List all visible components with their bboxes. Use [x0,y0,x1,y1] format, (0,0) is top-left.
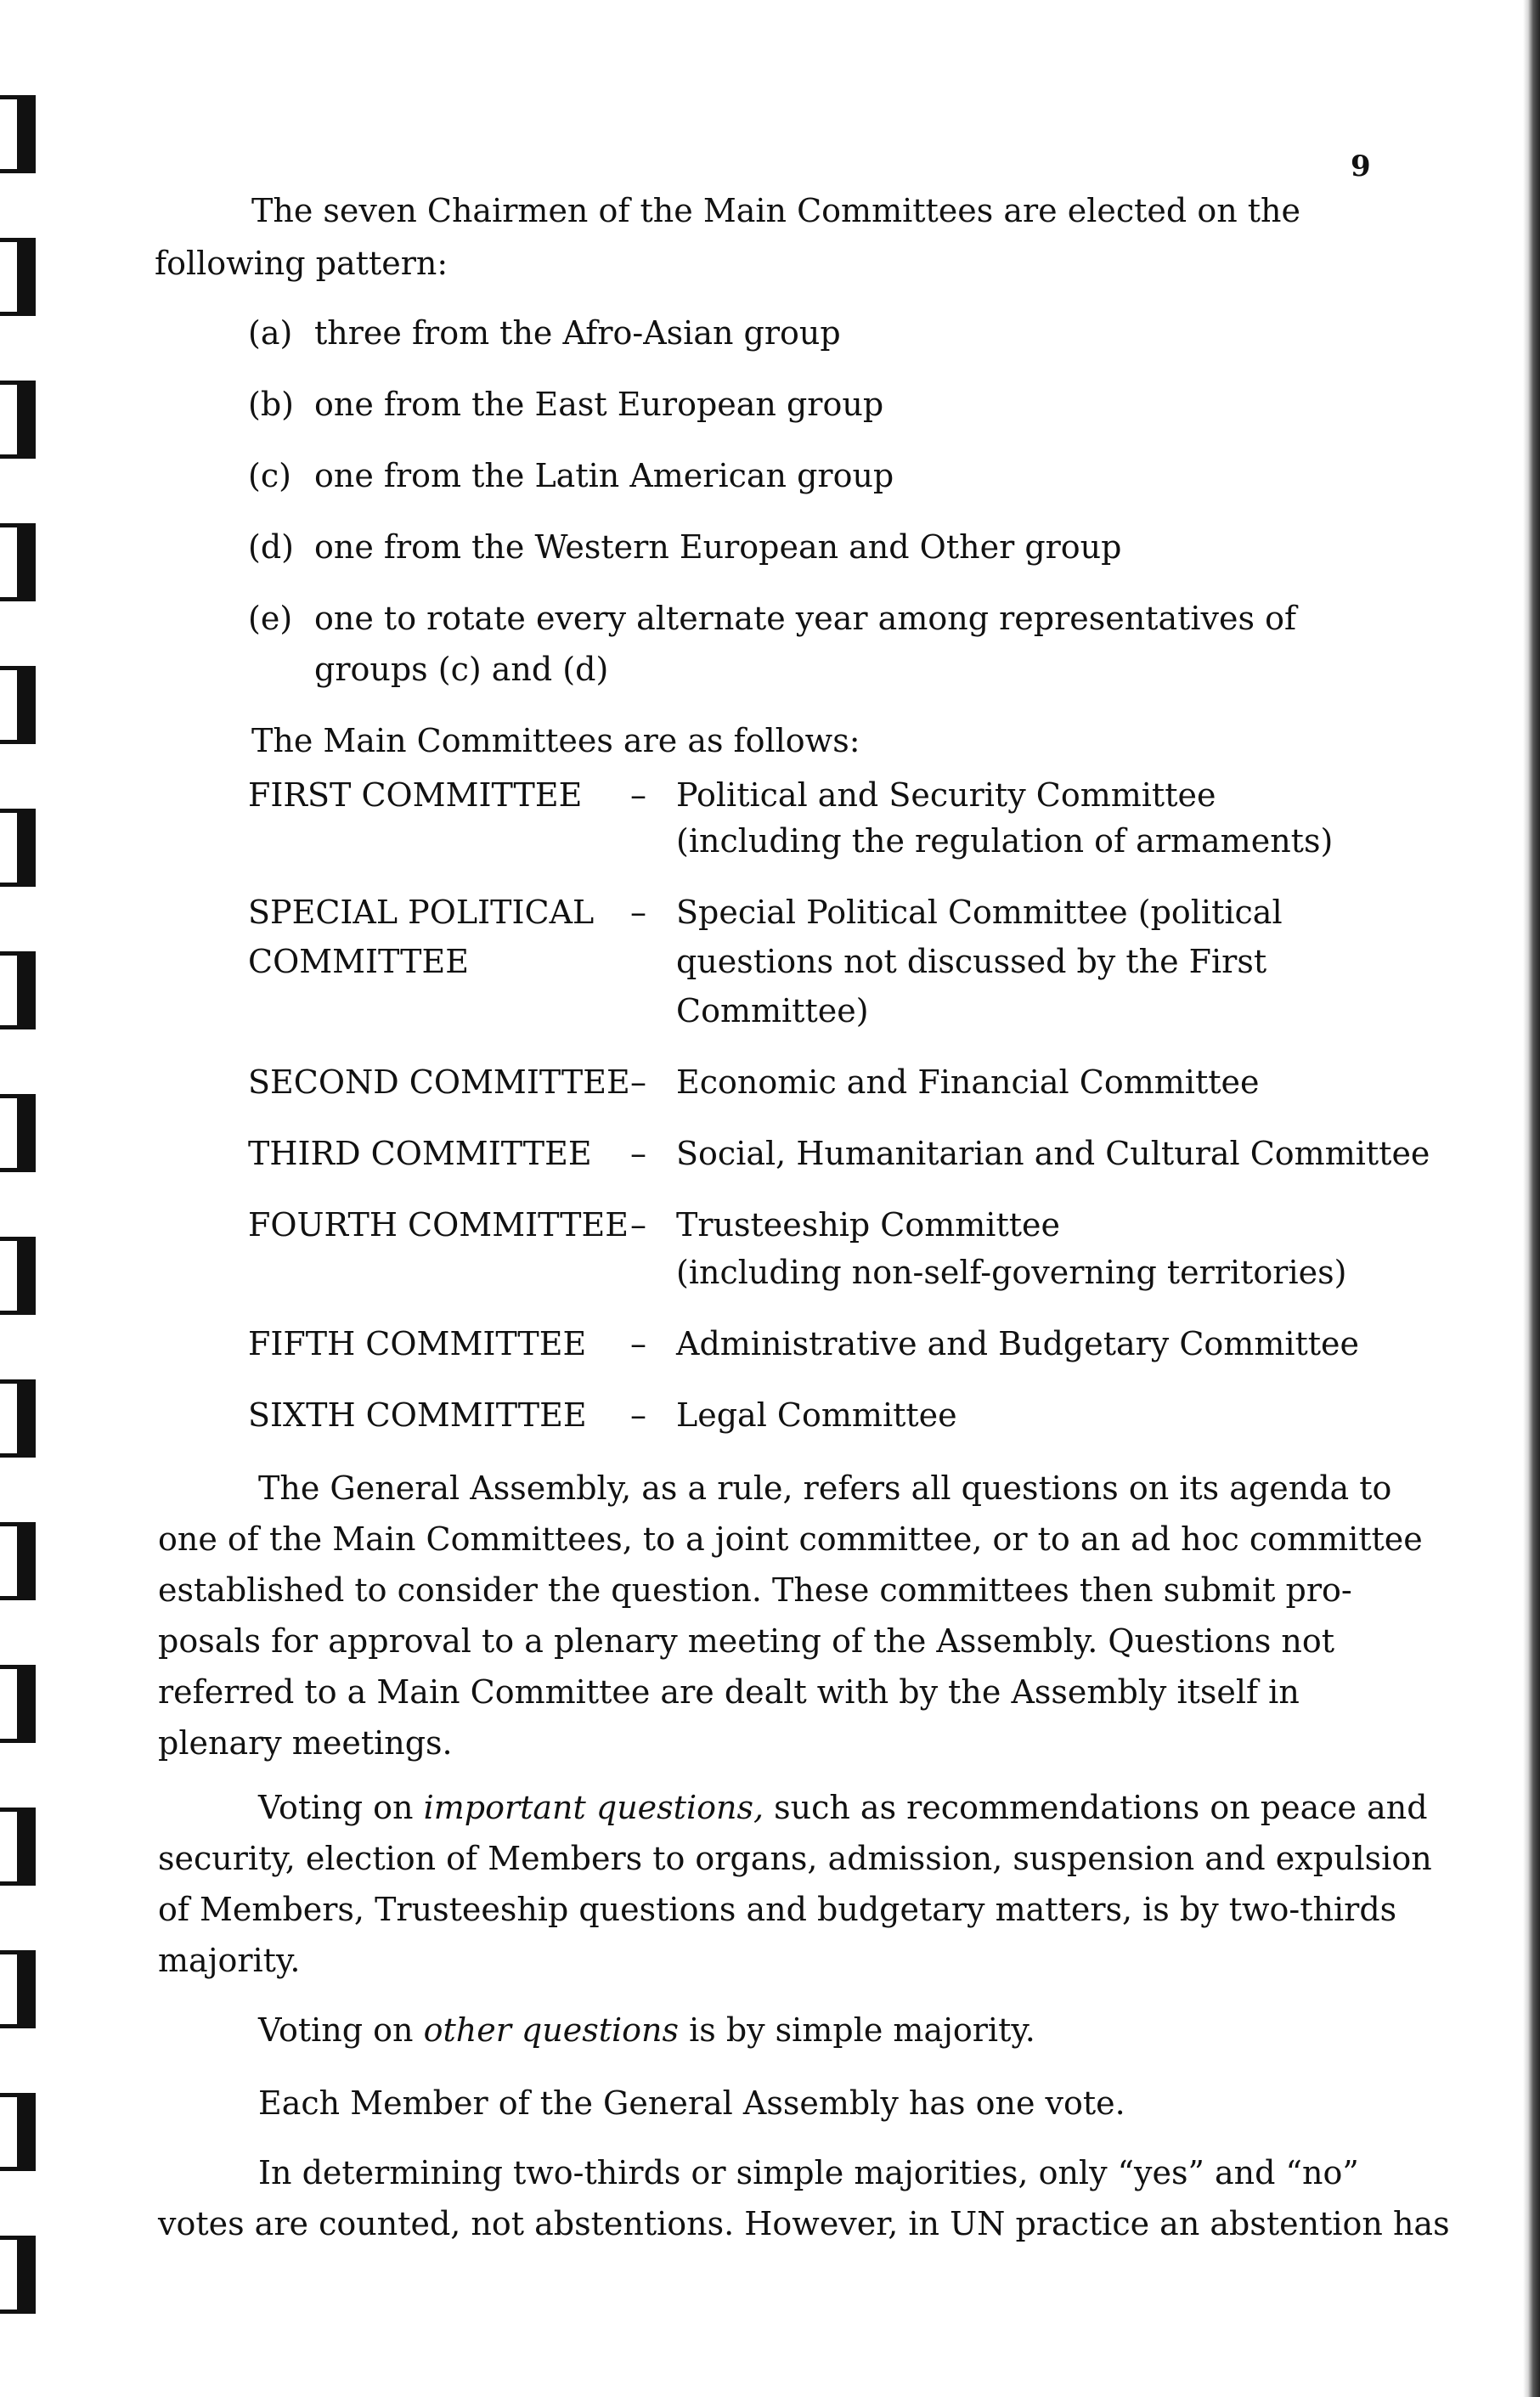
binding-bracket [0,95,36,173]
binding-bracket [0,951,36,1029]
pattern-label-d: (d) [248,528,294,566]
binding-bracket [0,381,36,459]
committee-name-special-political: SPECIAL POLITICAL [248,894,595,931]
committee-desc-third: Social, Humanitarian and Cultural Committee [676,1135,1430,1172]
pattern-text-b: one from the East European group [314,386,884,423]
committee-desc-sixth: Legal Committee [676,1396,957,1434]
important-emphasis: important questions, [423,1789,764,1826]
important-line-3: of Members, Trusteeship questions and budgetary matters, is by two-thirds [158,1891,1397,1928]
committee-dash: – [630,1325,646,1362]
important-line-2: security, election of Members to organs, admission, suspension and expulsion [158,1840,1432,1877]
binding-bracket [0,523,36,601]
committee-name-first: FIRST COMMITTEE [248,776,583,814]
committees-heading: The Main Committees are as follows: [251,722,860,759]
pattern-label-a: (a) [248,314,293,352]
committee-name-special-political-cont: COMMITTEE [248,943,469,980]
paragraph-other-questions [258,2005,1035,2056]
binding-bracket [0,1237,36,1315]
binding-bracket [0,2093,36,2171]
pattern-text-e: one to rotate every alternate year among representatives of [314,600,1297,637]
binding-bracket [0,1379,36,1458]
majorities-line-1: In determining two-thirds or simple majorities, only “yes” and “no” [258,2154,1359,2191]
committee-name-sixth: SIXTH COMMITTEE [248,1396,587,1434]
binding-bracket [0,809,36,887]
committee-dash: – [630,1206,646,1244]
binding-bracket [0,1522,36,1600]
committee-name-second: SECOND COMMITTEE [248,1063,630,1101]
binding-bracket [0,1950,36,2028]
pattern-label-c: (c) [248,457,291,494]
intro-line-1: The seven Chairmen of the Main Committees are elected on the [251,192,1300,229]
assembly-line-6: plenary meetings. [158,1724,453,1762]
assembly-line-2: one of the Main Committees, to a joint committee, or to an ad hoc committee [158,1520,1423,1558]
binding-bracket [0,1665,36,1743]
committee-desc-second: Economic and Financial Committee [676,1063,1260,1101]
committee-desc-first-1: Political and Security Committee [676,776,1216,814]
pattern-text-e-cont: groups (c) and (d) [314,651,609,688]
binding-bracket [0,1808,36,1886]
committee-name-fifth: FIFTH COMMITTEE [248,1325,587,1362]
pattern-text-c: one from the Latin American group [314,457,894,494]
binding-bracket [0,1094,36,1172]
committee-dash: – [630,894,646,931]
committee-name-third: THIRD COMMITTEE [248,1135,592,1172]
important-line-1 [258,1782,1428,1833]
binding-edge [0,0,51,2397]
committee-desc-special-1: Special Political Committee (political [676,894,1283,931]
committee-desc-first-2: (including the regulation of armaments) [676,822,1334,860]
other-post: is by simple majority. [679,2011,1035,2049]
committee-desc-fourth-2: (including non-self-governing territories) [676,1254,1347,1291]
committee-dash: – [630,1396,646,1434]
binding-bracket [0,2236,36,2314]
pattern-label-b: (b) [248,386,294,423]
pattern-label-e: (e) [248,600,293,637]
pattern-text-d: one from the Western European and Other group [314,528,1122,566]
majorities-line-2: votes are counted, not abstentions. However, in UN practice an abstention has [158,2205,1450,2242]
assembly-line-3: established to consider the question. These committees then submit pro- [158,1571,1352,1609]
committee-desc-special-3: Committee) [676,992,869,1029]
paragraph-one-vote: Each Member of the General Assembly has one vote. [258,2084,1125,2122]
binding-bracket [0,238,36,316]
other-pre: Voting on [258,2011,424,2049]
pattern-text-a: three from the Afro-Asian group [314,314,841,352]
important-post: such as recommendations on peace and [764,1789,1428,1826]
committee-name-fourth: FOURTH COMMITTEE [248,1206,629,1244]
other-emphasis: other questions [423,2011,679,2049]
page-number: 9 [1351,149,1371,183]
important-line-4: majority. [158,1942,301,1979]
intro-line-2: following pattern: [155,245,448,282]
committee-dash: – [630,1135,646,1172]
committee-desc-fourth-1: Trusteeship Committee [676,1206,1060,1244]
binding-bracket [0,666,36,744]
assembly-line-1: The General Assembly, as a rule, refers all questions on its agenda to [258,1469,1392,1507]
page-edge-shadow [1523,0,1540,2397]
assembly-line-4: posals for approval to a plenary meeting of the Assembly. Questions not [158,1622,1335,1660]
important-pre: Voting on [258,1789,424,1826]
committee-desc-special-2: questions not discussed by the First [676,943,1267,980]
committee-dash: – [630,1063,646,1101]
committee-dash: – [630,776,646,814]
committee-desc-fifth: Administrative and Budgetary Committee [676,1325,1360,1362]
assembly-line-5: referred to a Main Committee are dealt with by the Assembly itself in [158,1673,1300,1711]
